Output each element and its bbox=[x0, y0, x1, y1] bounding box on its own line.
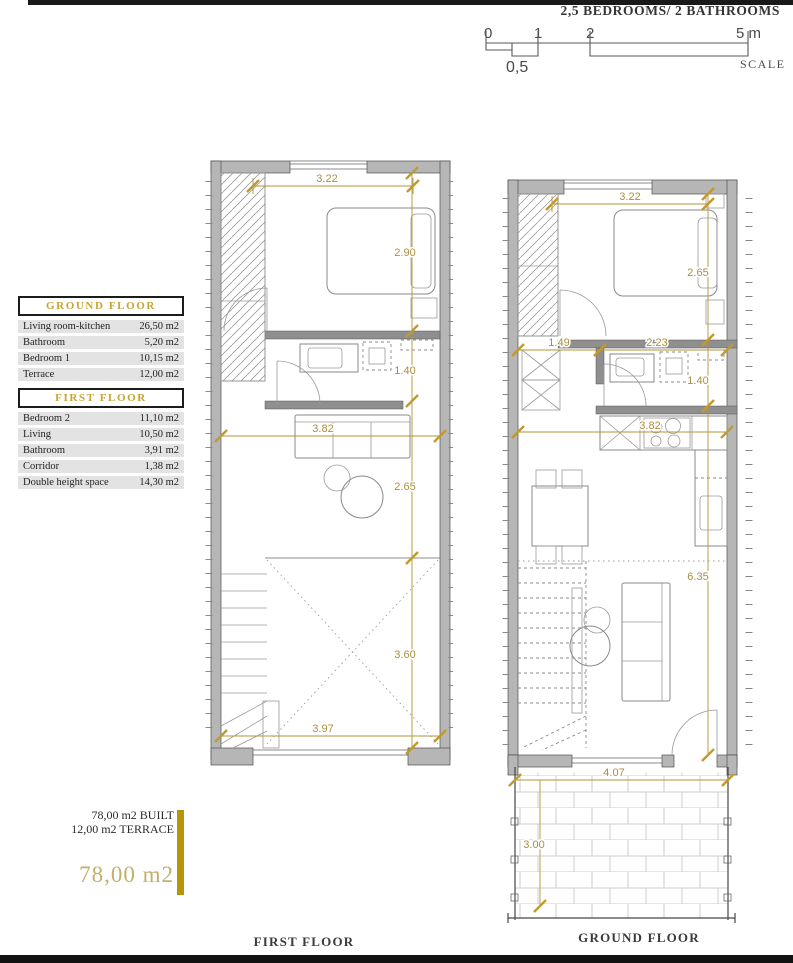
table-row bbox=[18, 368, 184, 381]
stair-stringer bbox=[572, 588, 582, 713]
washing-machine bbox=[401, 340, 433, 350]
dim-terrace-width: 4.07 bbox=[603, 767, 625, 779]
table-row bbox=[18, 412, 184, 425]
gold-accent-bar bbox=[177, 810, 184, 895]
dim-living-depth: 6.35 bbox=[687, 571, 709, 583]
scale-bar-steps bbox=[486, 43, 748, 56]
area-table bbox=[18, 296, 184, 492]
table-row bbox=[18, 428, 184, 441]
row-value: 3,91 m2 bbox=[144, 445, 179, 456]
chair bbox=[536, 470, 556, 488]
bed bbox=[327, 208, 435, 294]
round-table-small bbox=[584, 607, 610, 633]
row-label: Bedroom 2 bbox=[23, 413, 70, 424]
dining-table bbox=[532, 486, 588, 546]
shelf-top bbox=[706, 194, 724, 208]
terrace-paving bbox=[515, 773, 728, 918]
dim-bedroom-width: 3.22 bbox=[619, 191, 641, 203]
scale-tick-0: 0 bbox=[484, 25, 493, 42]
toilet bbox=[660, 352, 688, 382]
dim-bathroom-width: 2.23 bbox=[646, 337, 668, 349]
dim-living-width: 3.82 bbox=[312, 423, 334, 435]
round-table-large bbox=[570, 626, 610, 666]
bedroom-1 bbox=[518, 194, 724, 336]
table-row bbox=[18, 320, 184, 333]
row-value: 1,38 m2 bbox=[144, 461, 179, 472]
wardrobe bbox=[221, 173, 265, 381]
dim-living-depth: 2.65 bbox=[394, 481, 416, 493]
table-row bbox=[18, 444, 184, 457]
dim-void-width: 3.97 bbox=[312, 723, 334, 735]
entrance-door-arc bbox=[672, 710, 717, 755]
row-label: Living bbox=[23, 429, 51, 440]
first-floor-table-header: FIRST FLOOR bbox=[18, 388, 184, 408]
dim-terrace-depth: 3.00 bbox=[523, 839, 545, 851]
table-row bbox=[18, 352, 184, 365]
sink bbox=[308, 348, 342, 368]
scale-half-label: 0,5 bbox=[506, 59, 529, 76]
bathroom-door-arc bbox=[277, 361, 320, 404]
total-area: 78,00 m2 bbox=[79, 862, 174, 887]
washing-machine bbox=[698, 350, 724, 360]
stair-newel bbox=[263, 701, 279, 748]
toilet bbox=[363, 342, 391, 370]
table-row bbox=[18, 476, 184, 489]
row-value: 5,20 m2 bbox=[144, 337, 179, 348]
staircase-above-dashed bbox=[518, 561, 586, 750]
scale-tick-1: 1 bbox=[534, 25, 543, 42]
row-label: Bathroom bbox=[23, 337, 65, 348]
terrace-area: 12,00 m2 TERRACE bbox=[71, 822, 174, 836]
row-label: Double height space bbox=[23, 477, 109, 488]
row-value: 26,50 m2 bbox=[139, 321, 179, 332]
row-label: Terrace bbox=[23, 369, 55, 380]
row-label: Corridor bbox=[23, 461, 60, 472]
bedroom-2 bbox=[221, 173, 437, 381]
built-area: 78,00 m2 BUILT bbox=[91, 808, 174, 822]
dim-void-depth: 3.60 bbox=[394, 649, 416, 661]
dim-bathroom-depth: 1.40 bbox=[687, 375, 709, 387]
ground-floor-plan bbox=[502, 168, 754, 932]
row-label: Bedroom 1 bbox=[23, 353, 70, 364]
scale-ticks bbox=[486, 31, 748, 43]
row-label: Bathroom bbox=[23, 445, 65, 456]
nightstand bbox=[411, 298, 437, 318]
scale-caption: SCALE bbox=[740, 57, 786, 71]
kitchen-sink bbox=[700, 496, 722, 530]
dim-bedroom-depth: 2.90 bbox=[394, 247, 416, 259]
bed bbox=[614, 210, 717, 296]
bedroom-door-arc bbox=[560, 290, 606, 336]
bottom-rule bbox=[0, 955, 793, 963]
row-value: 10,15 m2 bbox=[139, 353, 179, 364]
sofa bbox=[295, 415, 410, 458]
sheet-title: 2,5 BEDROOMS/ 2 BATHROOMS bbox=[560, 3, 780, 18]
row-value: 10,50 m2 bbox=[139, 429, 179, 440]
scale-tick-2: 2 bbox=[586, 25, 595, 42]
table-row bbox=[18, 336, 184, 349]
first-floor-label: FIRST FLOOR bbox=[253, 934, 355, 949]
nightstand bbox=[706, 300, 724, 324]
dim-kitchen-width: 3.82 bbox=[639, 420, 661, 432]
row-value: 12,00 m2 bbox=[139, 369, 179, 380]
table-row bbox=[18, 460, 184, 473]
sofa bbox=[622, 583, 670, 701]
chair bbox=[562, 470, 582, 488]
dim-bedroom-width: 3.22 bbox=[316, 173, 338, 185]
round-table-small bbox=[324, 465, 350, 491]
area-summary bbox=[40, 808, 174, 888]
hall-cupboard bbox=[522, 350, 560, 410]
dim-bedroom-depth: 2.65 bbox=[687, 267, 709, 279]
first-floor-plan bbox=[205, 156, 453, 776]
row-value: 11,10 m2 bbox=[139, 413, 179, 424]
scale-bar bbox=[478, 22, 790, 78]
ground-floor-table-header: GROUND FLOOR bbox=[18, 296, 184, 316]
row-label: Living room-kitchen bbox=[23, 321, 111, 332]
ground-floor-label: GROUND FLOOR bbox=[578, 930, 700, 945]
dim-bathroom-depth: 1.40 bbox=[394, 365, 416, 377]
wardrobe bbox=[518, 194, 558, 336]
row-value: 14,30 m2 bbox=[139, 477, 179, 488]
round-table-large bbox=[341, 476, 383, 518]
staircase bbox=[221, 574, 279, 748]
dim-corridor-width: 1.49 bbox=[548, 337, 570, 349]
dining-set bbox=[532, 470, 588, 564]
scale-tick-5: 5 m bbox=[736, 25, 762, 42]
